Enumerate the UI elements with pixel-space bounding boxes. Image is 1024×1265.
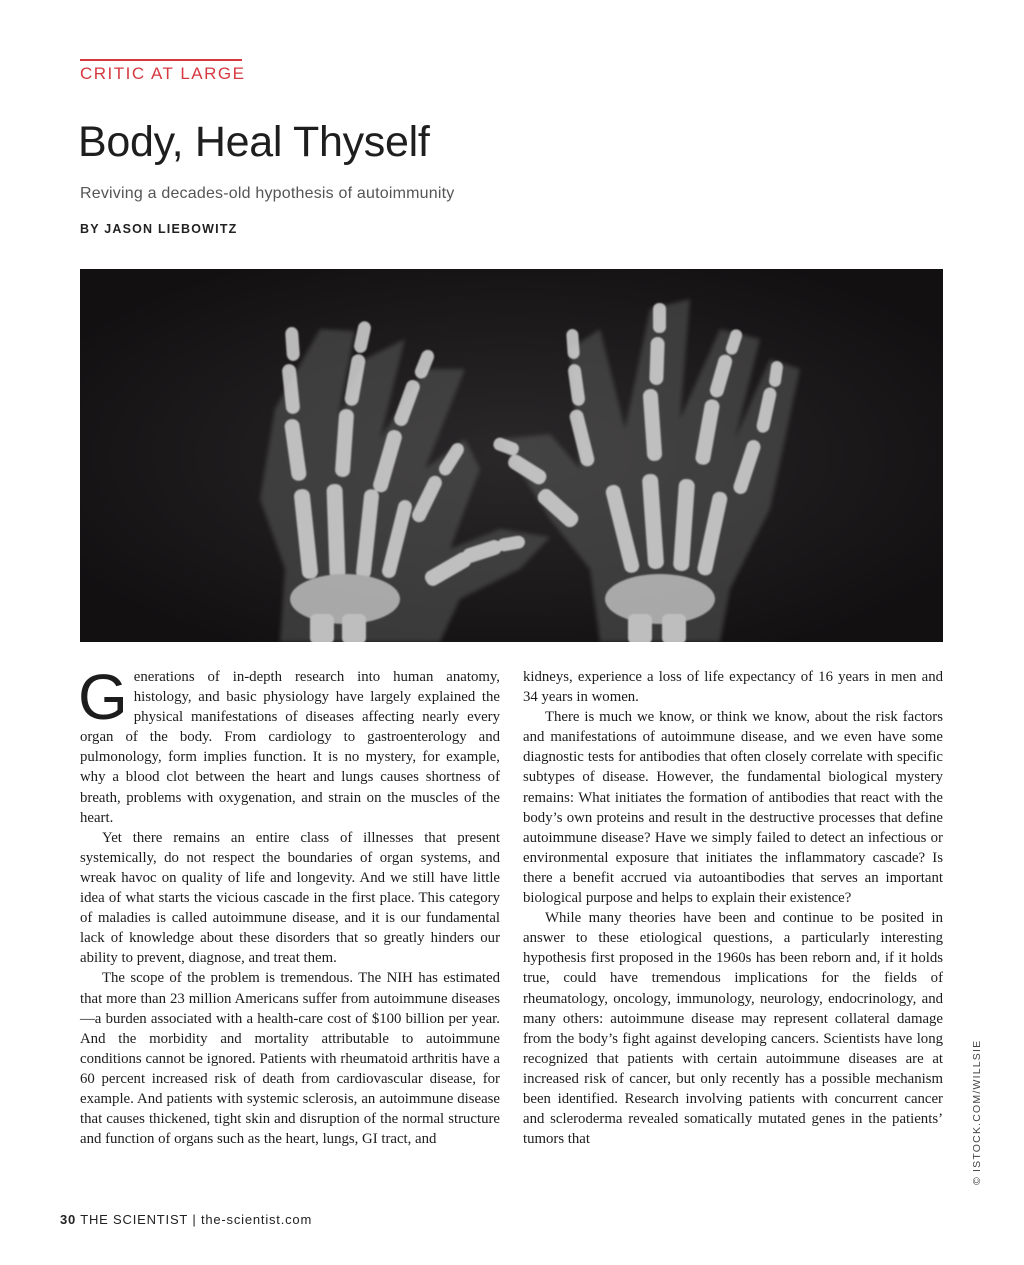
article-paragraph: kidneys, experience a loss of life expectancy of 16 years in men and 34 years in women. xyxy=(523,669,943,706)
article-subtitle: Reviving a decades-old hypothesis of autoimmunity xyxy=(80,185,455,202)
article-paragraph: There is much we know, or think we know, about the risk factors and manifestations of autoimmune disease, and we even have some diagnostic tests for antibodies that often closely correlate with specific subtypes of disease. However, the fundamental biological mystery remains: What initiates the formation of antibodies that react with the body’s own proteins and result in the destructive processes that define autoimmune disease? Have we simply failed to detect an infectious or environmental exposure that initiates the inflammatory cascade? Is there a benefit accrued via autoantibodies that serves an important biological purpose and helps to explain their existence? xyxy=(523,709,943,907)
section-rule xyxy=(80,59,242,61)
hand-xray-photo xyxy=(80,269,943,642)
article-column-1 xyxy=(78,661,500,1149)
page-footer xyxy=(60,1212,312,1227)
byline: BY JASON LIEBOWITZ xyxy=(80,222,238,236)
footer-separator: | xyxy=(192,1212,197,1227)
magazine-name: THE SCIENTIST xyxy=(80,1212,188,1227)
hand-xray-illustration xyxy=(80,269,943,642)
article-title: Body, Heal Thyself xyxy=(78,118,430,166)
article-paragraph: Yet there remains an entire class of illnesses that present systemically, do not respect the boundaries of organ systems, and wreak havoc on quality of life and longevity. And we still have little idea of what starts the vicious cascade in the first place. This category of maladies is called autoimmune disease, and it is our fundamental lack of knowledge about these disorders that so greatly hinders our ability to prevent, diagnose, and treat them. xyxy=(80,829,500,967)
article-paragraph: While many theories have been and continue to be posited in answer to these etiological questions, a particularly interesting hypothesis first proposed in the 1960s has been reborn and, if it holds true, could have tremendous implications for the fields of rheumatology, oncology, immunology, neurology, endocrinology, and many others: autoimmune disease may represent collateral damage from the body’s fight against developing cancers. Scientists have long recognized that patients with certain autoimmune diseases are at increased risk of cancer, but only recently has a possible mechanism been identified. Research involving patients with concurrent cancer and scleroderma revealed somatically mutated genes in the patients’ tumors that xyxy=(523,910,943,1148)
article-paragraph: The scope of the problem is tremendous. The NIH has estimated that more than 23 million Americans suffer from autoimmune diseases—a burden associated with a health-care cost of $100 billion per year. And the morbidity and mortality attributable to autoimmune conditions cannot be ignored. Patients with rheumatoid arthritis have a 60 percent increased risk of death from cardiovascular disease, for example. And patients with systemic sclerosis, an autoimmune disease that causes thickened, tight skin and disruption of the normal structure and function of organs such as the heart, lungs, GI tract, and xyxy=(80,970,500,1148)
article-paragraph xyxy=(78,661,500,828)
paragraph-text: enerations of in-depth research into human anatomy, histology, and basic physiology have largely explained the physical manifestations of diseases affecting nearly every organ of the body. From cardiology to gastroenterology and pulmonology, form implies function. It is no mystery, for example, why a blood clot between the heart and lungs causes shortness of breath, problems with oxygenation, and strain on the muscles of the heart. xyxy=(80,669,500,826)
photo-credit: © ISTOCK.COM/WILLSIE xyxy=(971,1039,983,1185)
magazine-url: the-scientist.com xyxy=(200,1212,313,1227)
article-column-2 xyxy=(523,667,943,1149)
page-number: 30 xyxy=(60,1212,77,1227)
section-label: CRITIC AT LARGE xyxy=(80,64,246,83)
drop-cap: G xyxy=(78,661,128,733)
